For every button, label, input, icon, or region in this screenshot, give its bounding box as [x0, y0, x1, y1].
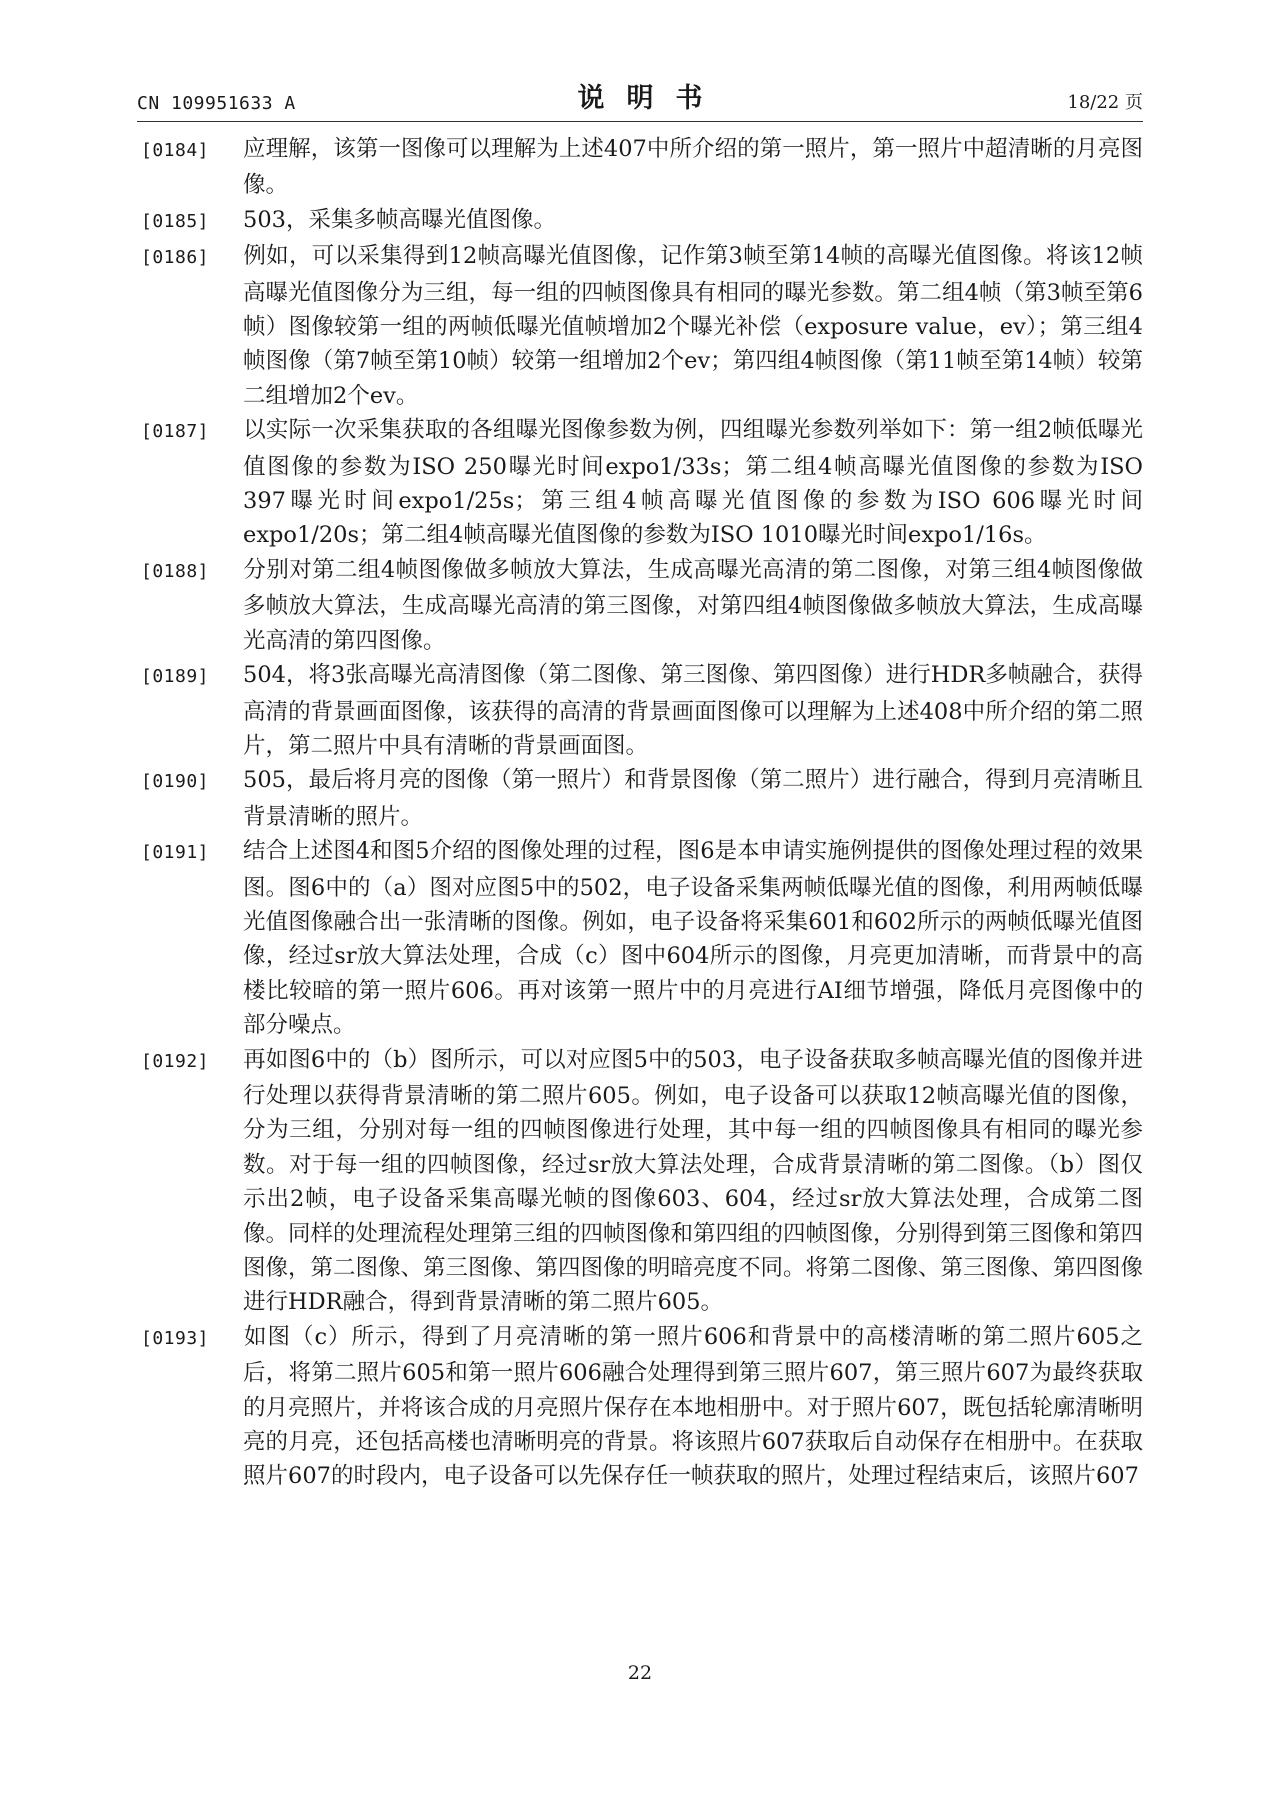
paragraph-text: 例如，可以采集得到12帧高曝光值图像，记作第3帧至第14帧的高曝光值图像。将该12帧高曝光值图像分为三组，每一组的四帧图像具有相同的曝光参数。第二组4帧（第3帧至第6帧）图像较第一组的两帧低曝光值帧增加2个曝光补偿（exposure value，ev）；第三组4帧图像（第7帧至第10帧）较第一组增加2个ev；第四组4帧图像（第11帧至第14帧）较第二组增加2个ev。 — [243, 243, 1143, 409]
paragraph-0190 — [141, 763, 1143, 834]
paragraph-text: 再如图6中的（b）图所示，可以对应图5中的503，电子设备获取多帧高曝光值的图像并进行处理以获得背景清晰的第二照片605。例如，电子设备可以获取12帧高曝光值的图像，分为三组，分别对每一组的四帧图像进行处理，其中每一组的四帧图像具有相同的曝光参数。对于每一组的四帧图像，经过sr放大算法处理，合成背景清晰的第二图像。（b）图仅示出2帧，电子设备采集高曝光帧的图像603、604，经过sr放大算法处理，合成第二图像。同样的处理流程处理第三组的四帧图像和第四组的四帧图像，分别得到第三图像和第四图像，第二图像、第三图像、第四图像的明暗亮度不同。将第二图像、第三图像、第四图像进行HDR融合，得到背景清晰的第二照片605。 — [243, 1046, 1144, 1316]
page-number: 22 — [627, 1662, 653, 1684]
paragraph-0188 — [141, 553, 1143, 658]
paragraph-number: [0186] — [141, 247, 210, 269]
paragraph-0191 — [141, 834, 1143, 1042]
publication-number: CN 109951633 A — [137, 93, 296, 114]
paragraph-text: 结合上述图4和图5介绍的图像处理的过程，图6是本申请实施例提供的图像处理过程的效果图。图6中的（a）图对应图5中的502，电子设备采集两帧低曝光值的图像，利用两帧低曝光值图像融合出一张清晰的图像。例如，电子设备将采集601和602所示的两帧低曝光值图像，经过sr放大算法处理，合成（c）图中604所示的图像，月亮更加清晰，而背景中的高楼比较暗的第一照片606。再对该第一照片中的月亮进行AI细节增强，降低月亮图像中的部分噪点。 — [243, 838, 1143, 1039]
paragraph-number: [0193] — [141, 1327, 210, 1349]
paragraph-text: 如图（c）所示，得到了月亮清晰的第一照片606和背景中的高楼清晰的第二照片605之后，将第二照片605和第一照片606融合处理得到第三照片607，第三照片607为最终获取的月亮照片，并将该合成的月亮照片保存在本地相册中。对于照片607，既包括轮廓清晰明亮的月亮，还包括高楼也清晰明亮的背景。将该照片607获取后自动保存在相册中。在获取照片607的时段内，电子设备可以先保存任一帧获取的照片，处理过程结束后，该照片607 — [243, 1323, 1143, 1490]
paragraph-number: [0189] — [141, 666, 210, 688]
page-header — [137, 78, 1143, 118]
paragraph-0184 — [141, 132, 1143, 203]
document-title: 说明书 — [577, 83, 725, 114]
paragraph-number: [0192] — [141, 1050, 210, 1072]
paragraph-text: 503，采集多帧高曝光值图像。 — [243, 206, 556, 233]
paragraph-number: [0191] — [141, 842, 210, 864]
paragraph-number: [0187] — [141, 421, 210, 443]
paragraph-text: 504，将3张高曝光高清图像（第二图像、第三图像、第四图像）进行HDR多帧融合，获得高清的背景画面图像，该获得的高清的背景画面图像可以理解为上述408中所介绍的第二照片，第二照片中具有清晰的背景画面图。 — [243, 662, 1143, 759]
paragraph-0193 — [141, 1320, 1143, 1494]
paragraph-0187 — [141, 413, 1143, 553]
paragraph-0189 — [141, 658, 1143, 763]
paragraph-number: [0184] — [141, 140, 210, 161]
paragraph-0186 — [141, 239, 1143, 413]
paragraph-number: [0190] — [141, 771, 210, 793]
paragraph-0192 — [141, 1043, 1143, 1320]
paragraph-number: [0185] — [141, 210, 210, 232]
paragraph-0185 — [141, 203, 1143, 239]
paragraph-text: 505，最后将月亮的图像（第一照片）和背景图像（第二照片）进行融合，得到月亮清晰且背景清晰的照片。 — [243, 767, 1143, 830]
paragraph-number: [0188] — [141, 560, 210, 582]
paragraph-text: 应理解，该第一图像可以理解为上述407中所介绍的第一照片，第一照片中超清晰的月亮图像。 — [243, 136, 1143, 199]
paragraph-text: 以实际一次采集获取的各组曝光图像参数为例，四组曝光参数列举如下：第一组2帧低曝光值图像的参数为ISO 250曝光时间expo1/33s；第二组4帧高曝光值图像的参数为ISO 397曝光时间expo1/25s；第三组4帧高曝光值图像的参数为ISO 606曝光时间expo1/20s；第二组4帧高曝光值图像的参数为ISO 1010曝光时间expo1/16s。 — [243, 417, 1143, 549]
paragraph-text: 分别对第二组4帧图像做多帧放大算法，生成高曝光高清的第二图像，对第三组4帧图像做多帧放大算法，生成高曝光高清的第三图像，对第四组4帧图像做多帧放大算法，生成高曝光高清的第四图像。 — [243, 556, 1143, 654]
document-body — [141, 132, 1143, 1494]
page-count: 18/22 页 — [1067, 92, 1143, 113]
header-divider — [137, 121, 1143, 122]
